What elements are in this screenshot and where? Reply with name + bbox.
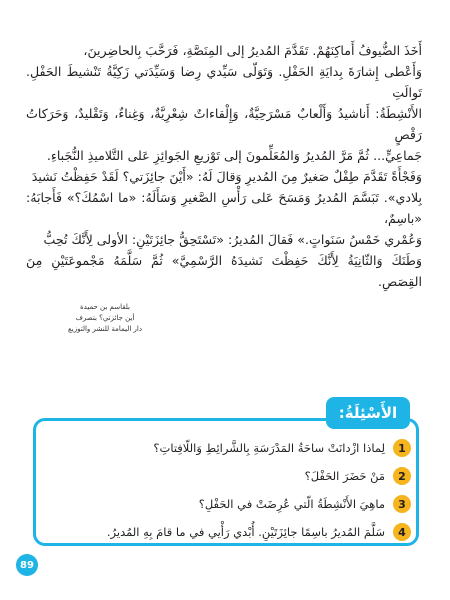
question-text: لِماذا ازْدانَتْ ساحَةُ المَدْرَسَةِ بِالشَّرائِطِ وَاللّافِتاتِ؟ [153, 441, 385, 455]
source-publisher: دار اليمامة للنشر والتوزيع [68, 325, 142, 333]
passage-line: وَطَنَكَ وَالثّانِيَةُ لِأَنَّكَ حَفِظْتَ نَشيدَهُ الرَّسْمِيَّ» ثُمَّ سَلَّمَهُ مَجْموعَتَيْنِ مِنَ القِصَصِ. [26, 253, 422, 289]
question-text: سَلَّمَ المُديرُ باسِمًا جائِزَتَيْنِ. أُبْدي رَأْيي في ما قامَ بِهِ المُديرُ. [106, 525, 385, 539]
reading-passage [26, 40, 422, 292]
passage-line: وَأَعْطى إِشارَةَ بِدايَةِ الحَفْلِ. وَتَوَلّى سَيِّدي رِضا وَسَيِّدَتي زَكِيَّةُ تَنْشيطَ الحَفْلِ. تَوالَتِ [26, 64, 422, 100]
question-number-badge: 2 [393, 467, 411, 485]
passage-line: أَخَذَ الضُّيوفُ أَماكِنَهُمْ. تَقَدَّمَ المُديرُ إلى المِنَصَّةِ، فَرَحَّبَ بِالحاضِرينَ، [83, 43, 422, 58]
question-item [45, 518, 411, 546]
passage-line: وَفَجْأَةً تَقَدَّمَ طِفْلٌ صَغيرٌ مِنَ المُديرِ وَقالَ لَهُ: «أَيْنَ جائِزَتي؟ لَقَدْ حَفِظْتُ نَشيدَ [31, 169, 422, 184]
passage-line: وَعُمْري خَمْسُ سَنَواتٍ.» فَقالَ المُديرُ: «تَسْتَحِقُّ جائِزَتَيْنِ: الأولى لِأَنَّكَ تُحِبُّ [43, 232, 422, 247]
source-author: بلقاسم بن حميدة [79, 303, 131, 311]
questions-list [45, 434, 411, 546]
source-citation [40, 302, 170, 335]
questions-title: الأَسْئِلَةُ: [338, 404, 398, 422]
passage-line: بِلادي». تَبَسَّمَ المُديرُ وَمَسَحَ عَلى رَأْسِ الصَّغيرِ وَسَأَلَهُ: «ما اسْمُكَ؟» فَأَجابَهُ: «باسِمٌ، [26, 190, 422, 226]
passage-line: جَماعِيٍّ... ثُمَّ مَرَّ المُديرُ وَالمُعَلِّمونَ إلى تَوْزيعِ الجَوائِزِ عَلى التَّلاميذِ النُّجَباءِ. [46, 148, 422, 163]
question-item [45, 490, 411, 518]
question-number-badge: 1 [393, 439, 411, 457]
question-item [45, 434, 411, 462]
question-number-badge: 4 [393, 523, 411, 541]
question-text: مَنْ حَضَرَ الحَفْلَ؟ [304, 469, 385, 483]
question-text: ماهِيَ الأَنْشِطَةُ الّتي عُرِضَتْ في الحَفْلِ؟ [198, 497, 385, 511]
passage-line: الأَنْشِطَةُ: أَناشيدُ وَأَلْعابٌ مَسْرَحِيَّةٌ، وَإِلْقاءاتٌ شِعْرِيَّةٌ، وَغِناءٌ، وَتَقْليدٌ، وَحَرَكاتُ رَقْصٍ [26, 106, 422, 142]
question-number-badge: 3 [393, 495, 411, 513]
question-item [45, 462, 411, 490]
source-title: أين جائزتي؟ بتصرف [75, 314, 135, 322]
page-number-badge: 89 [16, 554, 38, 576]
